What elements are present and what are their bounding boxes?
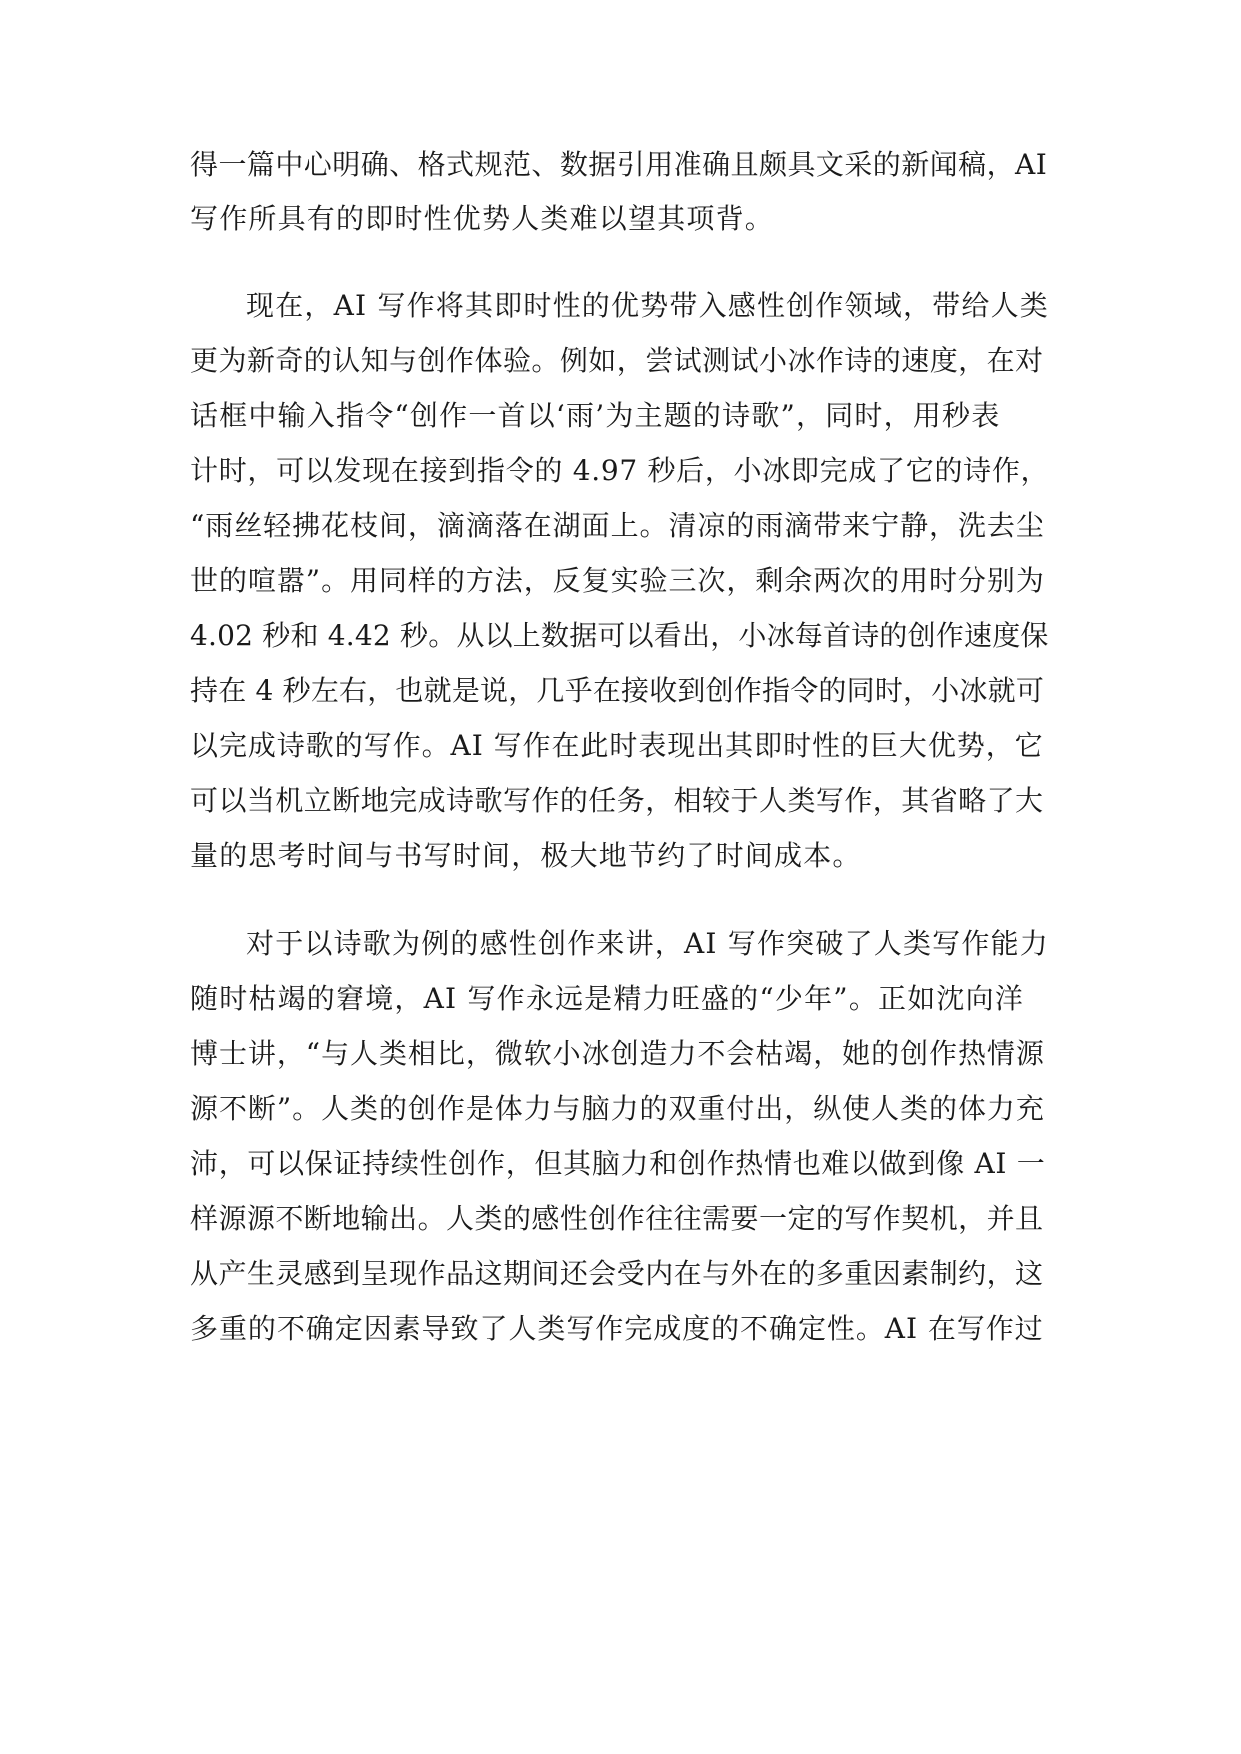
paragraph-3-line-3: 博士讲，“与人类相比，微软小冰创造力不会枯竭，她的创作热情源 — [190, 1037, 1045, 1070]
paragraph-2-line-1: 现在，AI 写作将其即时性的优势带入感性创作领域，带给人类 — [246, 289, 1049, 322]
paragraph-3-line-5: 沛，可以保证持续性创作，但其脑力和创作热情也难以做到像 AI 一 — [190, 1147, 1046, 1180]
paragraph-3-line-8: 多重的不确定因素导致了人类写作完成度的不确定性。AI 在写作过 — [190, 1312, 1044, 1345]
paragraph-3-line-4: 源不断”。人类的创作是体力与脑力的双重付出，纵使人类的体力充 — [190, 1092, 1045, 1125]
paragraph-2-line-5: “雨丝轻拂花枝间，滴滴落在湖面上。清凉的雨滴带来宁静，洗去尘 — [190, 509, 1045, 542]
paragraph-2-line-2: 更为新奇的认知与创作体验。例如，尝试测试小冰作诗的速度，在对 — [190, 344, 1044, 377]
paragraph-1-line-1: 得一篇中心明确、格式规范、数据引用准确且颇具文采的新闻稿，AI — [190, 148, 1048, 181]
paragraph-2-line-7: 4.02 秒和 4.42 秒。从以上数据可以看出，小冰每首诗的创作速度保 — [190, 619, 1049, 652]
paragraph-2-line-6: 世的喧嚣”。用同样的方法，反复实验三次，剩余两次的用时分别为 — [190, 564, 1045, 597]
paragraph-2-line-11: 量的思考时间与书写时间，极大地节约了时间成本。 — [190, 839, 862, 872]
paragraph-2-line-9: 以完成诗歌的写作。AI 写作在此时表现出其即时性的巨大优势，它 — [190, 729, 1044, 762]
paragraph-3-line-1: 对于以诗歌为例的感性创作来讲，AI 写作突破了人类写作能力 — [246, 927, 1049, 960]
paragraph-2-line-8: 持在 4 秒左右，也就是说，几乎在接收到创作指令的同时，小冰就可 — [190, 674, 1045, 707]
paragraph-2-line-3: 话框中输入指令“创作一首以‘雨’为主题的诗歌”，同时，用秒表 — [190, 399, 1001, 432]
paragraph-3-line-6: 样源源不断地输出。人类的感性创作往往需要一定的写作契机，并且 — [190, 1202, 1044, 1235]
paragraph-1-line-2: 写作所具有的即时性优势人类难以望其项背。 — [190, 202, 775, 235]
paragraph-2-line-4: 计时，可以发现在接到指令的 4.97 秒后，小冰即完成了它的诗作， — [190, 454, 1050, 487]
paragraph-3-line-2: 随时枯竭的窘境，AI 写作永远是精力旺盛的“少年”。正如沈向洋 — [190, 982, 1025, 1015]
paragraph-2-line-10: 可以当机立断地完成诗歌写作的任务，相较于人类写作，其省略了大 — [190, 784, 1044, 817]
paragraph-3-line-7: 从产生灵感到呈现作品这期间还会受内在与外在的多重因素制约，这 — [190, 1257, 1044, 1290]
